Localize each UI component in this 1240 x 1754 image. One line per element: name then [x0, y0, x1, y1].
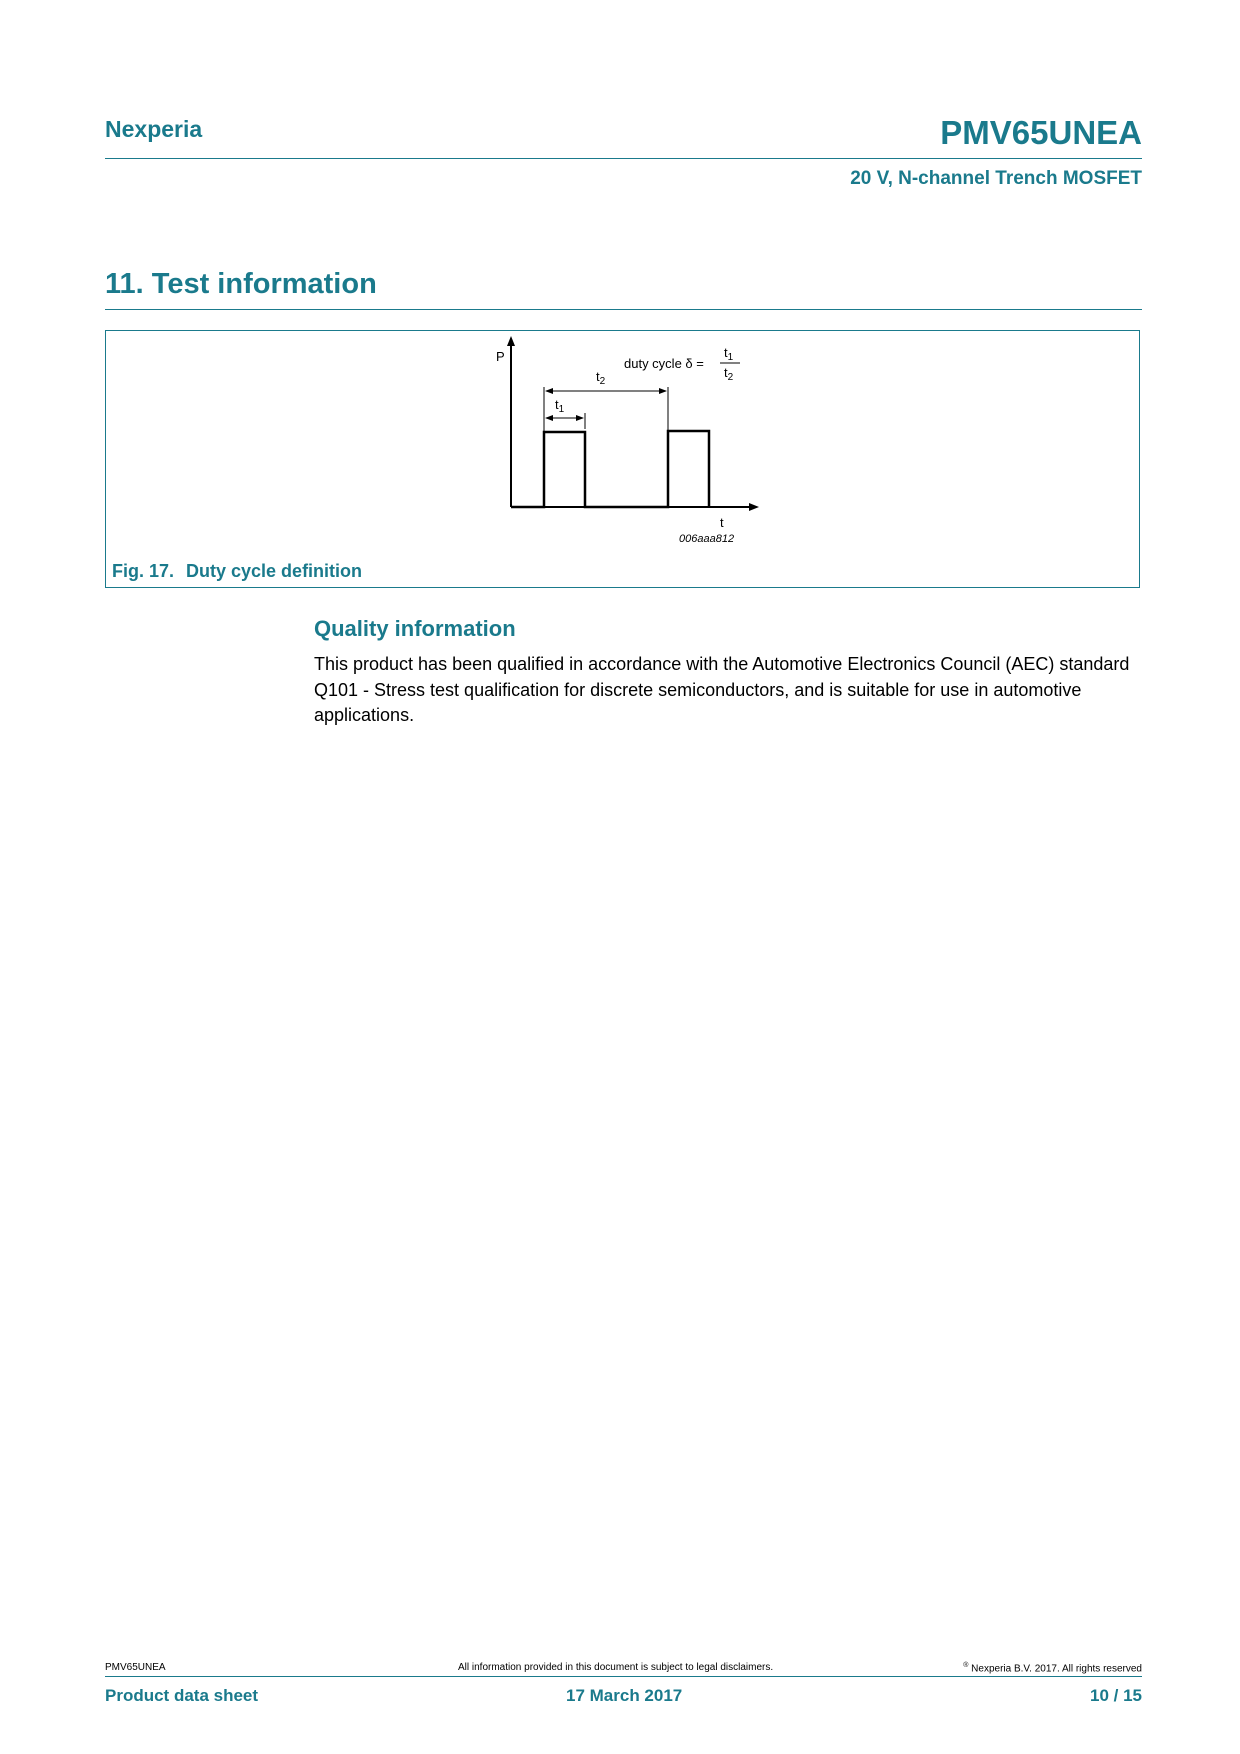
figure-caption-title: Duty cycle definition: [186, 561, 363, 581]
brand-name: Nexperia: [105, 116, 203, 142]
t2-arrow-right: [659, 388, 667, 394]
fraction-denominator: t: [724, 365, 728, 380]
section-title: 11. Test information: [105, 268, 377, 300]
t1-label: t: [555, 397, 559, 412]
footer-copyright: [963, 1662, 1142, 1674]
x-axis-arrow: [749, 503, 759, 511]
t2-arrow-left: [545, 388, 553, 394]
t1-label-sub: 1: [558, 404, 565, 415]
pulse-waveform: [511, 431, 709, 507]
figure-box: [105, 330, 1140, 588]
quality-title: Quality information: [314, 616, 516, 641]
y-axis-arrow: [507, 336, 515, 346]
duty-cycle-formula: duty cycle δ =: [624, 356, 704, 371]
product-subtitle: 20 V, N-channel Trench MOSFET: [850, 168, 1142, 189]
quality-body: This product has been qualified in accordance with the Automotive Electronics Council (AEC) standard Q101 - Stress test qualification for discrete semiconductors, and is suitable for use in automotive applications.: [314, 654, 1130, 725]
svg-text:t1: [555, 397, 565, 415]
footer-doc-type: Product data sheet: [105, 1686, 259, 1705]
footer-divider: [105, 1676, 1142, 1677]
figure-caption: [112, 561, 362, 582]
t1-arrow-left: [545, 415, 553, 421]
fraction-numerator-sub: 1: [727, 352, 734, 363]
t1-arrow-right: [576, 415, 584, 421]
duty-cycle-diagram: [106, 331, 1139, 556]
header-divider: [105, 158, 1142, 159]
x-axis-label: t: [720, 515, 724, 530]
y-axis-label: P: [496, 349, 505, 364]
footer-date: 17 March 2017: [566, 1686, 683, 1705]
svg-text:t1: [724, 345, 734, 363]
figure-number: Fig. 17.: [112, 561, 175, 581]
footer-copyright-text: Nexperia B.V. 2017. All rights reserved: [971, 1663, 1142, 1675]
footer-doc-id: PMV65UNEA: [105, 1662, 166, 1673]
footer-disclaimer: All information provided in this document is subject to legal disclaimers.: [458, 1662, 774, 1673]
footer-page-number: 10 / 15: [1090, 1686, 1142, 1705]
fraction-numerator: t: [724, 345, 728, 360]
svg-text:t2: [596, 369, 606, 387]
t2-label-sub: 2: [599, 376, 606, 387]
svg-text:t2: [724, 365, 734, 383]
fraction-denominator-sub: 2: [727, 372, 734, 383]
t2-label: t: [596, 369, 600, 384]
figure-code: 006aaa812: [679, 533, 735, 545]
product-title: PMV65UNEA: [940, 114, 1142, 151]
registered-mark: ®: [963, 1662, 969, 1669]
section-divider: [105, 309, 1142, 310]
